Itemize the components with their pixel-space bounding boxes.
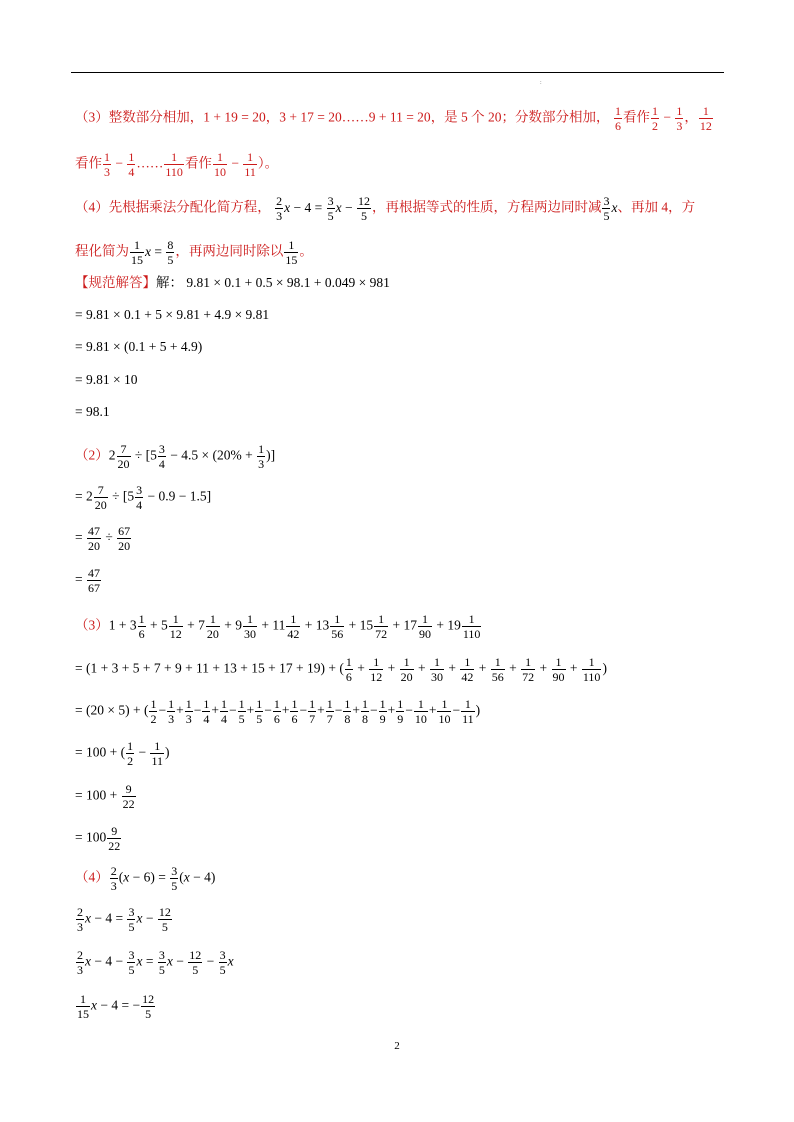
page-number: 2 bbox=[394, 1040, 400, 1052]
expl-3-text-a: （3）整数部分相加， bbox=[75, 109, 204, 125]
solution-label: 【规范解答】 bbox=[75, 275, 156, 290]
solution-2-line-2: = 2 $\frac{7}{20}$ ÷ [5 $\frac{3}{4}$ − 0.9 − 1.5] bbox=[75, 483, 212, 512]
solution-3-line-1: （3）1 + 3 $\frac{1}{6}$ + 5 $\frac{1}{12}$ + 7 $\frac{1}{20}$ + 9 $\frac{1}{30}$ + 11 $\frac{1}{42}$ + 13 $\frac{1}{56}$ + 15 $\frac{1}{72}$ + 17 $\frac{1}{90}$ + 19 $\frac{1}{110}$ bbox=[75, 612, 481, 641]
expl-3-text-c: ，是 5 个 20；分数部分相加， bbox=[430, 109, 610, 125]
solution-4-line-3: $\frac{2}{3}$ x − 4 − $\frac{3}{5}$ x = $\frac{3}{5}$ x − $\frac{12}{5}$ − $\frac{3}{5}$ x bbox=[77, 948, 234, 977]
solution-4-line-2: $\frac{2}{3}$ x − 4 = $\frac{3}{5}$ x − $\frac{12}{5}$ bbox=[77, 905, 171, 934]
solution-3-line-5: = 100 + $\frac{9}{22}$ bbox=[75, 782, 135, 811]
solution-4-line-1: （4） $\frac{2}{3}$ (x − 6) = $\frac{3}{5}$ (x − 4) bbox=[75, 864, 216, 893]
explanation-3-line-1: （3）整数部分相加，1 + 19 = 20，3 + 17 = 20……9 + 11 = 20，是 5 个 20；分数部分相加， $\frac{1}{6}$ 看作 $\frac{1}{2}$ − $\frac{1}{3}$ ， $\frac{1}{12}$ bbox=[75, 104, 712, 133]
explanation-3-line-2: 看作 $\frac{1}{3}$ − $\frac{1}{4}$ …… $\frac{1}{110}$ 看作 $\frac{1}{10}$ − $\frac{1}{11}$ ）。 bbox=[75, 150, 279, 179]
explanation-4-line-2: 程化简为 $\frac{1}{15}$ x = $\frac{8}{5}$ ，再两边同时除以 $\frac{1}{15}$ 。 bbox=[75, 238, 313, 267]
solution-3-line-4: = 100 + ( $\frac{1}{2}$ − $\frac{1}{11}$ ) bbox=[75, 739, 170, 768]
expl-3-eq: 1 + 19 = 20，3 + 17 = 20……9 + 11 = 20 bbox=[203, 109, 431, 125]
solution-1-line-3: = 9.81 × (0.1 + 5 + 4.9) bbox=[75, 339, 203, 354]
solution-1-line-5: = 98.1 bbox=[75, 404, 110, 419]
explanation-4-line-1: （4）先根据乘法分配化简方程， $\frac{2}{3}$ x − 4 = $\frac{3}{5}$ x − $\frac{12}{5}$ ，再根据等式的性质，方程两边同时减 $\frac{3}{5}$ x、再加 4，方 bbox=[75, 194, 696, 223]
solution-1-line-2: = 9.81 × 0.1 + 5 × 9.81 + 4.9 × 9.81 bbox=[75, 307, 270, 322]
kan-zuo: 看作 bbox=[75, 155, 102, 171]
kan-zuo: 看作 bbox=[622, 109, 650, 125]
solution-1-line-4: = 9.81 × 10 bbox=[75, 372, 138, 387]
solution-2-line-1: （2）2 $\frac{7}{20}$ ÷ [5 $\frac{3}{4}$ − 4.5 × (20% + $\frac{1}{3}$ )] bbox=[75, 442, 276, 471]
header-rule bbox=[71, 72, 724, 73]
solution-4-line-4: $\frac{1}{15}$ x − 4 = − $\frac{12}{5}$ bbox=[77, 992, 155, 1021]
header-mark: : bbox=[540, 80, 542, 86]
solution-3-line-2: = (1 + 3 + 5 + 7 + 9 + 11 + 13 + 15 + 17 + 19) + ( $\frac{1}{6}$ + $\frac{1}{12}$ + $\frac{1}{20}$ + $\frac{1}{30}$ + $\frac{1}{42}$ + $\frac{1}{56}$ + $\frac{1}{72}$ + $\frac{1}{90}$ + $\frac{1}{110}$ ) bbox=[75, 655, 607, 684]
solution-3-line-3: = (20 × 5) + ( $\frac{1}{2}$ − $\frac{1}{3}$ + $\frac{1}{3}$ − $\frac{1}{4}$ + $\frac{1}{4}$ − $\frac{1}{5}$ + $\frac{1}{5}$ − $\frac{1}{6}$ + $\frac{1}{6}$ − $\frac{1}{7}$ + $\frac{1}{7}$ − $\frac{1}{8}$ + $\frac{1}{8}$ − $\frac{1}{9}$ + $\frac{1}{9}$ − $\frac{1}{10}$ + $\frac{1}{10}$ − $\frac{1}{11}$ ) bbox=[75, 697, 481, 726]
solution-3-line-6: = 100 $\frac{9}{22}$ bbox=[75, 824, 121, 853]
solution-2-line-4: = $\frac{47}{67}$ bbox=[75, 566, 100, 595]
solution-2-line-3: = $\frac{47}{20}$ ÷ $\frac{67}{20}$ bbox=[75, 524, 131, 553]
solution-1-line-1: 【规范解答】解： 9.81 × 0.1 + 0.5 × 98.1 + 0.049 × 981 bbox=[75, 275, 390, 290]
